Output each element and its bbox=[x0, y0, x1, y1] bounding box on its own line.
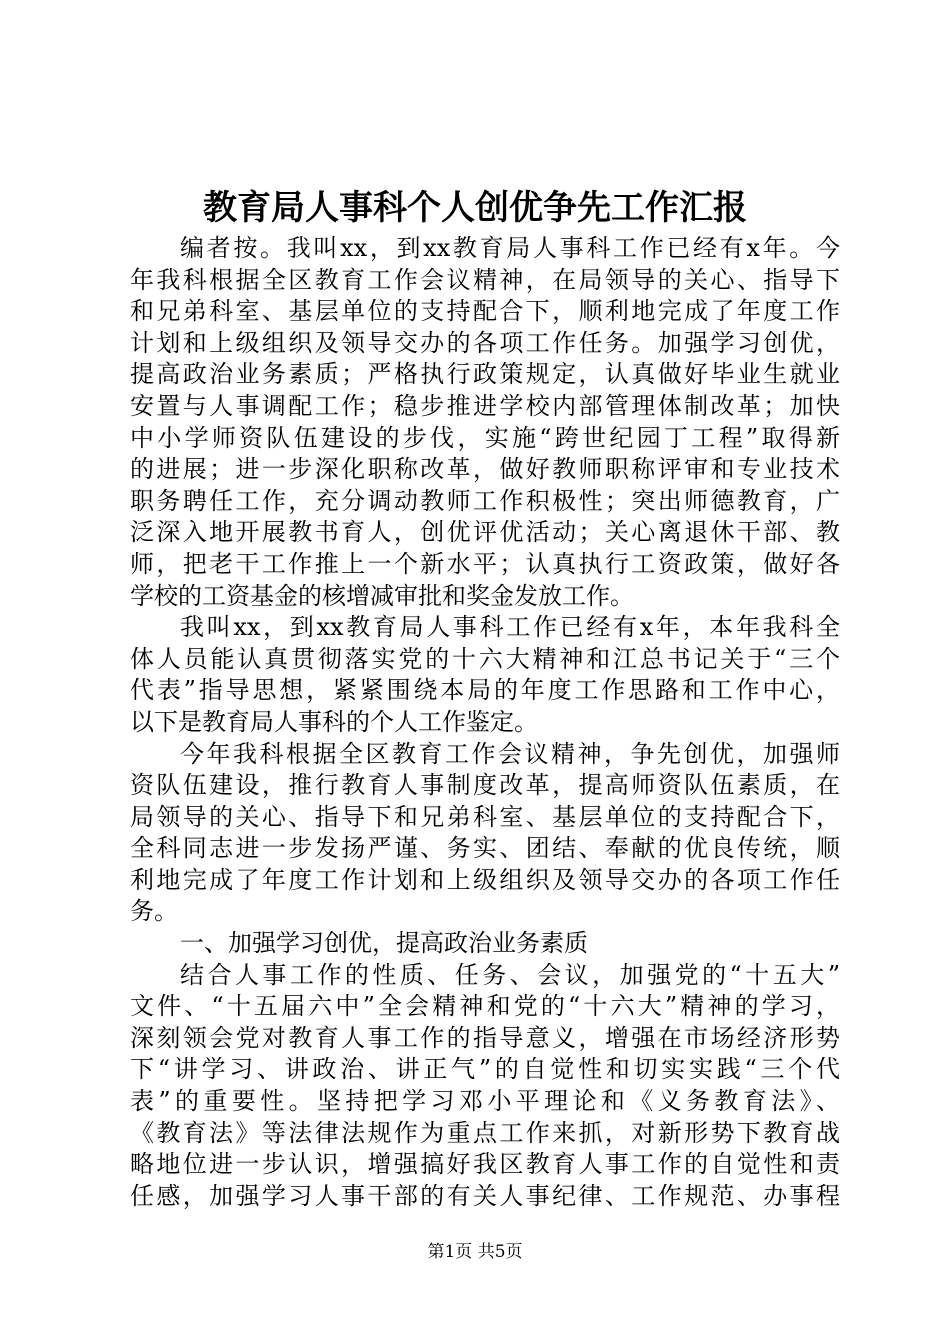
text-line: 局领导的关心、指导下和兄弟科室、基层单位的支持配合下， bbox=[130, 802, 840, 831]
text-line: 以下是教育局人事科的个人工作鉴定。 bbox=[130, 707, 538, 736]
text-line: 表”的重要性。坚持把学习邓小平理论和《义务教育法》、 bbox=[130, 1087, 840, 1116]
text-line: 结合人事工作的性质、任务、会议，加强党的“十五大” bbox=[180, 960, 840, 989]
text-line: 文件、“十五届六中”全会精神和党的“十六大”精神的学习， bbox=[130, 992, 840, 1021]
text-line: 和兄弟科室、基层单位的支持配合下，顺利地完成了年度工作 bbox=[130, 297, 840, 326]
text-line: 的进展；进一步深化职称改革，做好教师职称评审和专业技术 bbox=[130, 455, 840, 484]
text-line: 中小学师资队伍建设的步伐，实施“跨世纪园丁工程”取得新 bbox=[130, 423, 840, 452]
text-line: 安置与人事调配工作；稳步推进学校内部管理体制改革；加快 bbox=[130, 391, 840, 420]
text-line: 提高政治业务素质；严格执行政策规定，认真做好毕业生就业 bbox=[130, 360, 840, 389]
text-line: 利地完成了年度工作计划和上级组织及领导交办的各项工作任 bbox=[130, 865, 840, 894]
text-line: 体人员能认真贯彻落实党的十六大精神和江总书记关于“三个 bbox=[130, 644, 840, 673]
text-line: 务。 bbox=[130, 897, 178, 926]
text-line: 年我科根据全区教育工作会议精神，在局领导的关心、指导下 bbox=[130, 265, 840, 294]
text-line: 下“讲学习、讲政治、讲正气”的自觉性和切实实践“三个代 bbox=[130, 1055, 840, 1084]
section-heading: 一、加强学习创优，提高政治业务素质 bbox=[180, 929, 588, 958]
text-line: 资队伍建设，推行教育人事制度改革，提高师资队伍素质，在 bbox=[130, 771, 840, 800]
text-line: 《教育法》等法律法规作为重点工作来抓，对新形势下教育战 bbox=[130, 1118, 840, 1147]
text-line: 今年我科根据全区教育工作会议精神，争先创优，加强师 bbox=[180, 739, 840, 768]
text-line: 职务聘任工作，充分调动教师工作积极性；突出师德教育，广 bbox=[130, 486, 840, 515]
text-line: 任感，加强学习人事干部的有关人事纪律、工作规范、办事程 bbox=[130, 1181, 840, 1210]
text-line: 学校的工资基金的核增减审批和奖金发放工作。 bbox=[130, 581, 634, 610]
document-body bbox=[130, 233, 840, 1212]
text-line: 计划和上级组织及领导交办的各项工作任务。加强学习创优， bbox=[130, 328, 840, 357]
text-line: 全科同志进一步发扬严谨、务实、团结、奉献的优良传统，顺 bbox=[130, 834, 840, 863]
text-line: 我叫xx，到xx教育局人事科工作已经有x年，本年我科全 bbox=[180, 613, 840, 642]
text-line: 代表”指导思想，紧紧围绕本局的年度工作思路和工作中心， bbox=[130, 676, 840, 705]
text-line: 略地位进一步认识，增强搞好我区教育人事工作的自觉性和责 bbox=[130, 1150, 840, 1179]
page-footer: 第1页 共5页 bbox=[427, 1242, 523, 1262]
document-title: 教育局人事科个人创优争先工作汇报 bbox=[203, 188, 747, 228]
text-line: 泛深入地开展教书育人，创优评优活动；关心离退休干部、教 bbox=[130, 518, 840, 547]
text-line: 编者按。我叫xx，到xx教育局人事科工作已经有x年。今 bbox=[180, 234, 840, 262]
text-line: 深刻领会党对教育人事工作的指导意义，增强在市场经济形势 bbox=[130, 1023, 840, 1052]
text-line: 师，把老干工作推上一个新水平；认真执行工资政策，做好各 bbox=[130, 549, 840, 578]
